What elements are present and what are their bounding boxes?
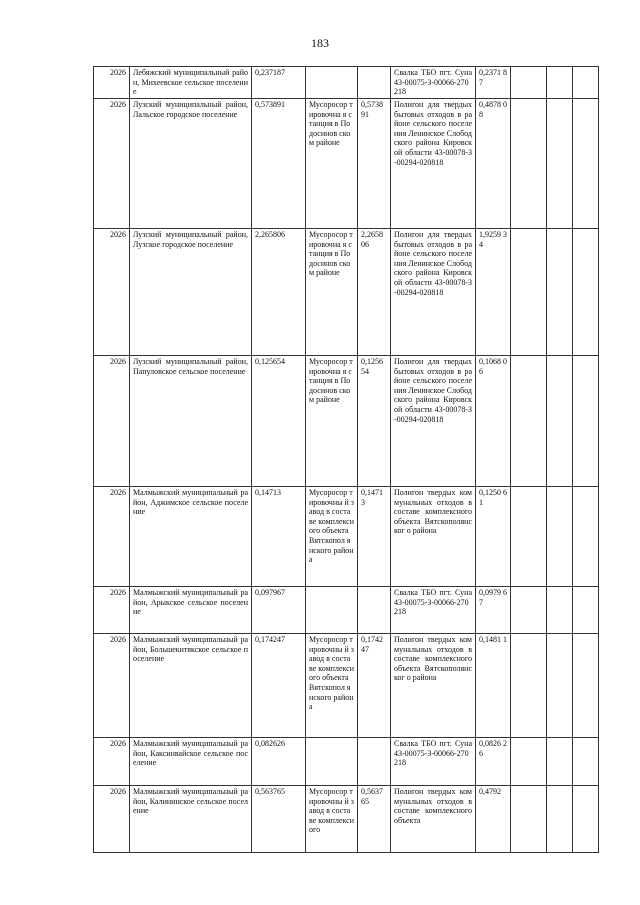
cell-e3 <box>573 738 599 786</box>
table-row <box>94 634 599 738</box>
cell-e2 <box>547 487 573 587</box>
table-row <box>94 738 599 786</box>
cell-name: Малмыжский муниципальный район, Арыкское сельское поселение <box>130 587 252 634</box>
cell-e2 <box>547 99 573 229</box>
cell-year: 2026 <box>94 587 130 634</box>
cell-year: 2026 <box>94 786 130 853</box>
cell-e3 <box>573 356 599 487</box>
cell-e1 <box>511 99 547 229</box>
cell-name: Лузский муниципальный район, Лузское городское поселение <box>130 229 252 356</box>
cell-val2 <box>358 587 391 634</box>
cell-e3 <box>573 67 599 99</box>
cell-e3 <box>573 786 599 853</box>
cell-name: Малмыжский муниципальный район, Каксинвайское сельское поселение <box>130 738 252 786</box>
cell-val2 <box>358 738 391 786</box>
table-row <box>94 67 599 99</box>
cell-destination: Полигон твердых коммунальных отходов в составе комплексного объекта Вятскополянског о района <box>391 634 476 738</box>
cell-e2 <box>547 229 573 356</box>
cell-val1: 0,097967 <box>252 587 306 634</box>
cell-year: 2026 <box>94 634 130 738</box>
cell-val1: 2,265806 <box>252 229 306 356</box>
cell-e2 <box>547 587 573 634</box>
cell-operator <box>306 738 358 786</box>
cell-val2: 0,1256 54 <box>358 356 391 487</box>
cell-e3 <box>573 99 599 229</box>
cell-destination: Полигон для твердых бытовых отходов в районе сельского поселения Ленинское Слободского района Кировской области 43-00078-З-00294-020818 <box>391 356 476 487</box>
cell-name: Лузский муниципальный район, Лальское городское поселение <box>130 99 252 229</box>
cell-year: 2026 <box>94 67 130 99</box>
cell-e3 <box>573 229 599 356</box>
cell-val3: 0,1250 61 <box>476 487 511 587</box>
cell-e2 <box>547 634 573 738</box>
cell-val3: 0,4792 <box>476 786 511 853</box>
cell-destination: Полигон твердых коммунальных отходов в составе комплексного объекта <box>391 786 476 853</box>
cell-e1 <box>511 587 547 634</box>
cell-name: Малмыжский муниципальный район, Калининское сельское поселение <box>130 786 252 853</box>
cell-val1: 0,563765 <box>252 786 306 853</box>
cell-e1 <box>511 487 547 587</box>
cell-e2 <box>547 786 573 853</box>
table-row <box>94 487 599 587</box>
cell-e1 <box>511 786 547 853</box>
cell-year: 2026 <box>94 99 130 229</box>
cell-year: 2026 <box>94 487 130 587</box>
cell-val2: 0,5637 65 <box>358 786 391 853</box>
cell-operator: Мусоросор тировочна я станция в Подосинов ском районе <box>306 229 358 356</box>
cell-destination: Полигон для твердых бытовых отходов в районе сельского поселения Ленинское Слободского района Кировской области 43-00078-З-00294-020818 <box>391 99 476 229</box>
cell-val2: 0,5738 91 <box>358 99 391 229</box>
cell-e2 <box>547 738 573 786</box>
cell-operator <box>306 587 358 634</box>
cell-year: 2026 <box>94 229 130 356</box>
cell-val3: 0,1481 1 <box>476 634 511 738</box>
cell-destination: Полигон твердых коммунальных отходов в составе комплексного объекта Вятскополянског о района <box>391 487 476 587</box>
table-row <box>94 99 599 229</box>
cell-val1: 0,125654 <box>252 356 306 487</box>
cell-operator: Мусоросор тировочны й завод в составе комплекси ого <box>306 786 358 853</box>
cell-e3 <box>573 634 599 738</box>
cell-name: Лузский муниципальный район, Папуловское сельское поселение <box>130 356 252 487</box>
cell-name: Лебяжский муниципальный район, Михеевское сельское поселение <box>130 67 252 99</box>
cell-val1: 0,174247 <box>252 634 306 738</box>
cell-val3: 0,2371 87 <box>476 67 511 99</box>
cell-val1: 0,573891 <box>252 99 306 229</box>
cell-val2: 0,1742 47 <box>358 634 391 738</box>
cell-e3 <box>573 487 599 587</box>
page-number: 183 <box>311 36 329 50</box>
cell-e3 <box>573 587 599 634</box>
cell-e1 <box>511 229 547 356</box>
cell-val3: 0,1068 06 <box>476 356 511 487</box>
table-row <box>94 587 599 634</box>
cell-destination: Свалка ТБО пгт. Суна 43-00075-З-00066-270218 <box>391 738 476 786</box>
cell-destination: Свалка ТБО пгт. Суна 43-00075-З-00066-270218 <box>391 587 476 634</box>
cell-val2 <box>358 67 391 99</box>
cell-destination: Полигон для твердых бытовых отходов в районе сельского поселения Ленинское Слободского района Кировской области 43-00078-З-00294-020818 <box>391 229 476 356</box>
cell-operator: Мусоросор тировочны й завод в составе комплекси ого объекта Вятскопол янского района <box>306 634 358 738</box>
cell-destination: Свалка ТБО пгт. Суна 43-00075-З-00066-270218 <box>391 67 476 99</box>
cell-e1 <box>511 67 547 99</box>
cell-val3: 0,0826 26 <box>476 738 511 786</box>
cell-e2 <box>547 356 573 487</box>
cell-e1 <box>511 738 547 786</box>
cell-val2: 2,2658 06 <box>358 229 391 356</box>
cell-name: Малмыжский муниципальный район, Большекитякское сельское поселение <box>130 634 252 738</box>
cell-operator: Мусоросор тировочна я станция в Подосинов ском районе <box>306 99 358 229</box>
cell-val1: 0,237187 <box>252 67 306 99</box>
cell-val1: 0,14713 <box>252 487 306 587</box>
cell-e1 <box>511 356 547 487</box>
cell-year: 2026 <box>94 738 130 786</box>
cell-val3: 0,4878 08 <box>476 99 511 229</box>
cell-e1 <box>511 634 547 738</box>
table-row <box>94 786 599 853</box>
cell-val3: 0,0979 67 <box>476 587 511 634</box>
table-row <box>94 356 599 487</box>
cell-operator <box>306 67 358 99</box>
cell-val3: 1,9259 34 <box>476 229 511 356</box>
data-table <box>93 66 599 853</box>
cell-val1: 0,082626 <box>252 738 306 786</box>
table-row <box>94 229 599 356</box>
cell-operator: Мусоросор тировочна я станция в Подосинов ском районе <box>306 356 358 487</box>
cell-e2 <box>547 67 573 99</box>
cell-year: 2026 <box>94 356 130 487</box>
cell-name: Малмыжский муниципальный район, Аджимское сельское поселение <box>130 487 252 587</box>
cell-operator: Мусоросор тировочны й завод в составе комплекси ого объекта Вятскопол янского района <box>306 487 358 587</box>
cell-val2: 0,1471 3 <box>358 487 391 587</box>
